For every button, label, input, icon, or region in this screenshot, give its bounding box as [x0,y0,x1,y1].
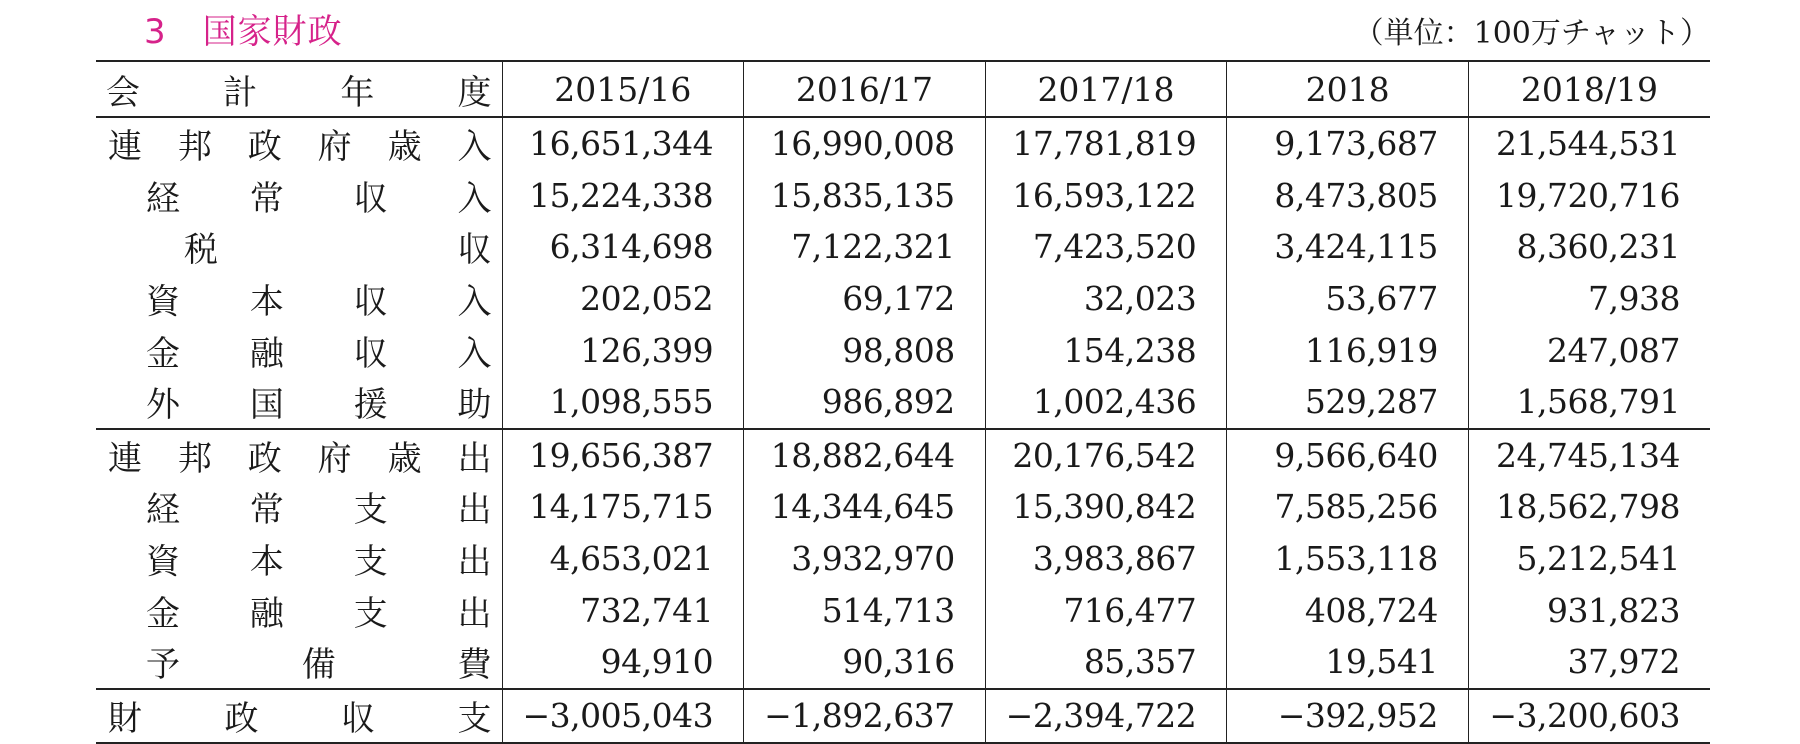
table-row [96,584,1710,636]
table-row [96,273,1710,325]
label-char: 連 [108,127,142,168]
row-label [96,376,502,429]
label-char: 府 [317,438,352,479]
value-cell: 7,122,321 [744,221,986,273]
row-label [96,689,502,743]
value-cell: 732,741 [502,584,744,636]
value-cell: 98,808 [744,324,986,376]
label-char: 歳 [387,438,422,479]
section-title-text: 国家財政 [202,12,343,52]
label-char: 金 [146,593,180,634]
row-label-text [96,119,502,168]
value-cell: 3,932,970 [744,533,986,585]
label-char: 入 [457,333,492,374]
label-char: 融 [249,593,284,634]
label-char: 助 [457,385,492,426]
title-bar [96,2,1710,54]
value-cell: 16,651,344 [502,117,744,170]
row-label-text [96,534,502,583]
label-char: 金 [146,333,180,374]
label-char: 入 [457,282,492,323]
row-label-text [96,482,502,531]
value-cell: 53,677 [1227,273,1469,325]
year-header: 2015/16 [502,61,744,117]
value-cell: −3,005,043 [502,689,744,743]
value-cell: 529,287 [1227,376,1469,429]
table-row [96,221,1710,273]
row-label [96,221,502,273]
value-cell: 16,593,122 [985,170,1227,222]
row-label-text [96,691,502,740]
value-cell: 514,713 [744,584,986,636]
fiscal-year-label [106,65,492,114]
label-char: 出 [457,438,492,479]
table-row [96,170,1710,222]
value-cell: 21,544,531 [1468,117,1710,170]
value-cell: 19,720,716 [1468,170,1710,222]
value-cell: 20,176,542 [985,429,1227,482]
table-row [96,324,1710,376]
label-char: 出 [457,593,492,634]
label-char: 政 [247,438,282,479]
section-number: 3 [144,12,167,52]
label-char: 資 [146,282,180,323]
row-label-text [96,586,502,635]
year-header: 2018 [1227,61,1469,117]
value-cell: −2,394,722 [985,689,1227,743]
label-char: 収 [341,699,375,740]
value-cell: 9,173,687 [1227,117,1469,170]
value-cell: 8,473,805 [1227,170,1469,222]
row-label [96,324,502,376]
value-cell: 1,002,436 [985,376,1227,429]
label-char: 備 [301,645,336,686]
label-char: 国 [249,385,284,426]
value-cell: 19,541 [1227,636,1469,689]
value-cell: 126,399 [502,324,744,376]
label-char: 支 [353,593,388,634]
table-row [96,636,1710,689]
row-label-text [96,637,502,686]
row-label-text [96,171,502,220]
value-cell: 5,212,541 [1468,533,1710,585]
label-char: 収 [457,230,492,271]
row-label [96,273,502,325]
value-cell: 7,585,256 [1227,481,1469,533]
row-label [96,584,502,636]
value-cell: 69,172 [744,273,986,325]
value-cell: 15,835,135 [744,170,986,222]
table-row [96,533,1710,585]
value-cell: 986,892 [744,376,986,429]
label-char: 資 [146,542,180,583]
value-cell: 32,023 [985,273,1227,325]
row-label-text [96,326,502,375]
value-cell: 1,553,118 [1227,533,1469,585]
value-cell: 18,562,798 [1468,481,1710,533]
year-header: 2017/18 [985,61,1227,117]
label-char: 税 [184,230,218,271]
label-char: 邦 [177,127,212,168]
label-char: 収 [353,282,388,323]
label-char: 政 [224,699,259,740]
label-char: 予 [146,645,180,686]
label-char: 収 [353,333,388,374]
value-cell: 3,983,867 [985,533,1227,585]
value-cell: 154,238 [985,324,1227,376]
year-header: 2016/17 [744,61,986,117]
label-char: 出 [457,490,492,531]
label-char: 財 [108,699,142,740]
label-char: 歳 [387,127,422,168]
label-char: 支 [353,490,388,531]
label-char: 経 [146,490,180,531]
label-char: 常 [249,490,284,531]
value-cell: 37,972 [1468,636,1710,689]
row-label [96,170,502,222]
label-char: 府 [317,127,352,168]
value-cell: 116,919 [1227,324,1469,376]
fiscal-year-header [96,61,502,117]
section-title [144,4,343,53]
value-cell: 90,316 [744,636,986,689]
row-label [96,429,502,482]
row-label-text [96,377,502,426]
label-char: 費 [457,645,492,686]
label-char: 本 [249,542,284,583]
label-char: 度 [457,72,492,113]
label-char: 融 [249,333,284,374]
table-row [96,481,1710,533]
value-cell: 85,357 [985,636,1227,689]
value-cell: 1,098,555 [502,376,744,429]
value-cell: 4,653,021 [502,533,744,585]
table-row [96,376,1710,429]
table-row [96,117,1710,170]
row-label [96,533,502,585]
value-cell: 7,423,520 [985,221,1227,273]
value-cell: 24,745,134 [1468,429,1710,482]
table-row [96,429,1710,482]
value-cell: 9,566,640 [1227,429,1469,482]
label-char: 常 [249,178,284,219]
label-char: 連 [108,438,142,479]
value-cell: 14,175,715 [502,481,744,533]
label-char: 支 [353,542,388,583]
label-char: 計 [223,72,258,113]
row-label-text [96,274,502,323]
value-cell: 17,781,819 [985,117,1227,170]
table-body [96,117,1710,743]
value-cell: 247,087 [1468,324,1710,376]
value-cell: 8,360,231 [1468,221,1710,273]
value-cell: 16,990,008 [744,117,986,170]
row-label-text [96,431,502,480]
value-cell: 931,823 [1468,584,1710,636]
value-cell: 15,390,842 [985,481,1227,533]
header-row [96,61,1710,117]
label-char: 収 [353,178,388,219]
value-cell: 19,656,387 [502,429,744,482]
value-cell: 202,052 [502,273,744,325]
row-label [96,481,502,533]
table-row [96,689,1710,743]
label-char: 入 [457,127,492,168]
label-char: 邦 [177,438,212,479]
label-char: 援 [353,385,388,426]
label-char: 年 [340,72,375,113]
unit-note: （単位：100万チャット） [1353,16,1710,51]
value-cell: 716,477 [985,584,1227,636]
label-char: 出 [457,542,492,583]
value-cell: −3,200,603 [1468,689,1710,743]
value-cell: 18,882,644 [744,429,986,482]
label-char: 経 [146,178,180,219]
label-char: 会 [106,72,140,113]
row-label-text [96,222,502,271]
value-cell: −392,952 [1227,689,1469,743]
label-char: 外 [146,385,180,426]
year-header: 2018/19 [1468,61,1710,117]
label-char: 入 [457,178,492,219]
value-cell: 7,938 [1468,273,1710,325]
value-cell: −1,892,637 [744,689,986,743]
value-cell: 1,568,791 [1468,376,1710,429]
value-cell: 14,344,645 [744,481,986,533]
value-cell: 94,910 [502,636,744,689]
label-char: 政 [247,127,282,168]
label-char: 本 [249,282,284,323]
value-cell: 6,314,698 [502,221,744,273]
label-char: 支 [457,699,492,740]
finance-table [96,60,1710,744]
value-cell: 408,724 [1227,584,1469,636]
row-label [96,636,502,689]
value-cell: 3,424,115 [1227,221,1469,273]
value-cell: 15,224,338 [502,170,744,222]
row-label [96,117,502,170]
